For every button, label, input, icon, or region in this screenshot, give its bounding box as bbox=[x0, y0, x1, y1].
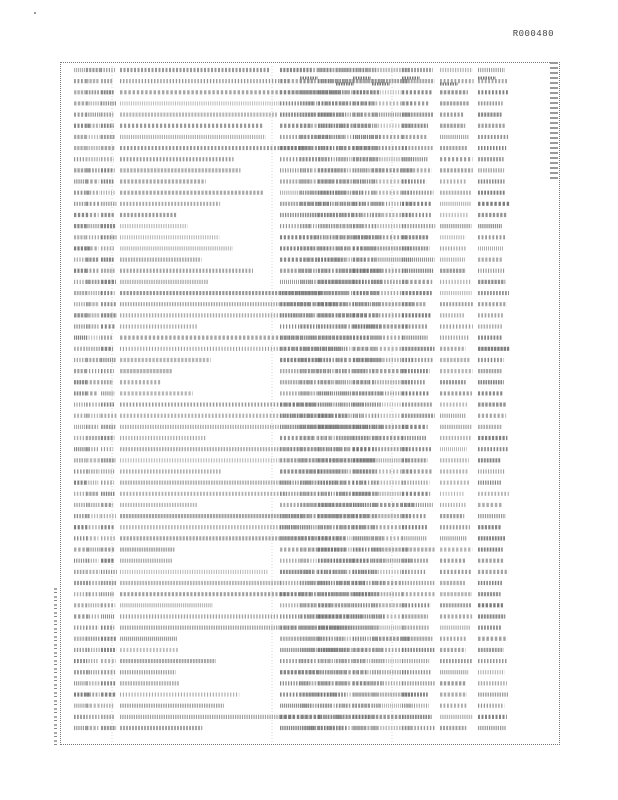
bates-number: R000480 bbox=[512, 29, 554, 39]
